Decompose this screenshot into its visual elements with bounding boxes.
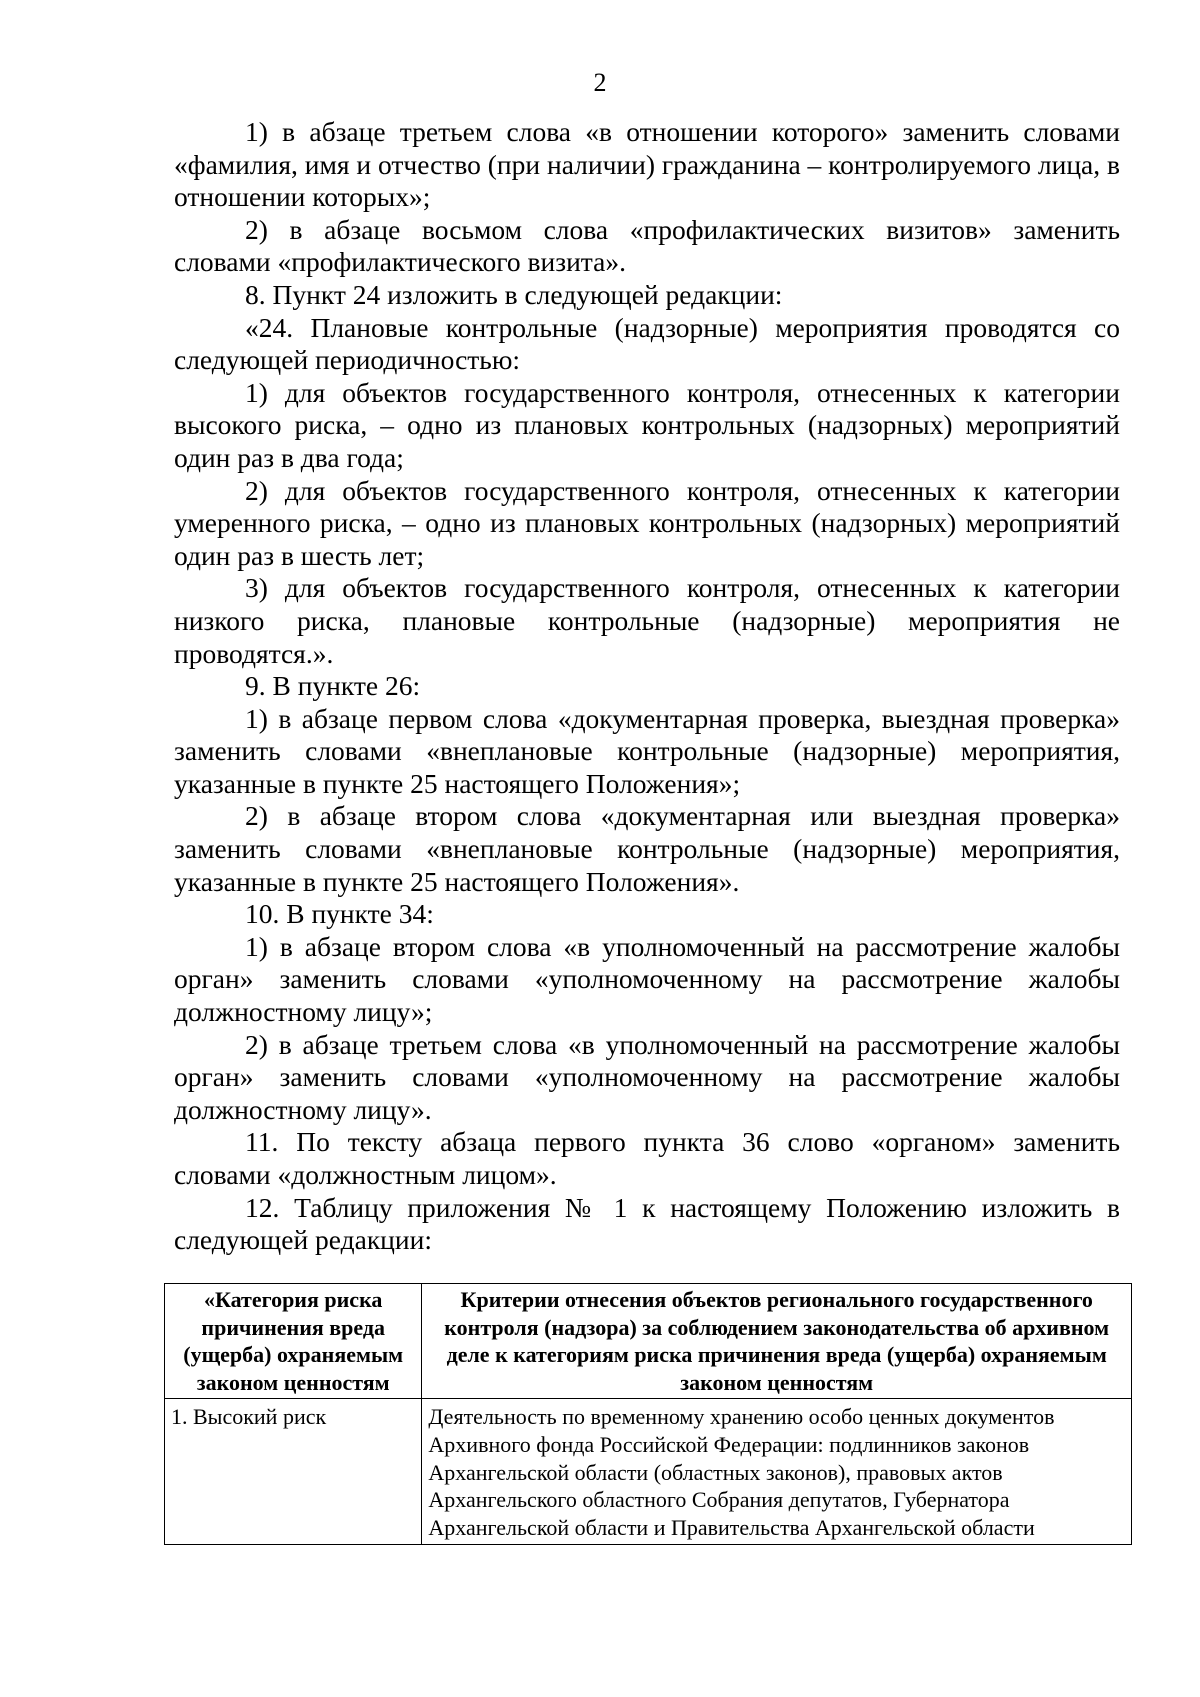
paragraph: 12. Таблицу приложения № 1 к настоящему Положению изложить в следующей редакции: (174, 1191, 1120, 1256)
paragraph: 2) в абзаце третьем слова «в уполномоченный на рассмотрение жалобы орган» заменить словами «уполномоченному на рассмотрение жалобы должностному лицу». (174, 1028, 1120, 1125)
table-row (165, 1399, 1132, 1545)
paragraph: 2) для объектов государственного контроля, отнесенных к категории умеренного риска, – одно из плановых контрольных (надзорных) мероприятий один раз в шесть лет; (174, 474, 1120, 571)
paragraph: «24. Плановые контрольные (надзорные) мероприятия проводятся со следующей периодичностью: (174, 311, 1120, 376)
paragraph: 2) в абзаце втором слова «документарная или выездная проверка» заменить словами «внеплановые контрольные (надзорные) мероприятия, указанные в пункте 25 настоящего Положения». (174, 800, 1120, 897)
table-header-row (165, 1284, 1132, 1399)
paragraph: 3) для объектов государственного контроля, отнесенных к категории низкого риска, плановые контрольные (надзорные) мероприятия не проводятся.». (174, 572, 1120, 669)
paragraph: 1) в абзаце третьем слова «в отношении которого» заменить словами «фамилия, имя и отчество (при наличии) гражданина – контролируемого лица, в отношении которых»; (174, 116, 1120, 213)
cell-risk-category: 1. Высокий риск (165, 1399, 422, 1545)
paragraph: 11. По тексту абзаца первого пункта 36 слово «органом» заменить словами «должностным лицом». (174, 1126, 1120, 1190)
paragraph: 1) для объектов государственного контроля, отнесенных к категории высокого риска, – одно из плановых контрольных (надзорных) мероприятий один раз в два года; (174, 376, 1120, 473)
paragraph: 2) в абзаце восьмом слова «профилактических визитов» заменить словами «профилактического визита». (174, 213, 1120, 278)
risk-criteria-table (164, 1283, 1132, 1545)
paragraph: 10. В пункте 34: (245, 898, 434, 930)
paragraph: 9. В пункте 26: (245, 670, 421, 702)
paragraph: 1) в абзаце втором слова «в уполномоченный на рассмотрение жалобы орган» заменить словами «уполномоченному на рассмотрение жалобы должностному лицу»; (174, 930, 1120, 1028)
header-criteria: Критерии отнесения объектов регионального государственного контроля (надзора) за соблюдением законодательства об архивном деле к категориям риска причинения вреда (ущерба) охраняемым законом ценностям (422, 1284, 1132, 1399)
cell-criteria: Деятельность по временному хранению особо ценных документов Архивного фонда Российской Федерации: подлинников законов Архангельской области (областных законов), правовых актов Архангельского областного Собрания депутатов, Губернатора Архангельской области и Правительства Архангельской области (422, 1399, 1132, 1545)
document-body (174, 116, 1120, 1257)
page-number: 2 (593, 68, 607, 97)
header-risk-category: «Категория риска причинения вреда (ущерба) охраняемым законом ценностям (165, 1284, 422, 1399)
paragraph: 8. Пункт 24 изложить в следующей редакции: (245, 278, 783, 310)
paragraph: 1) в абзаце первом слова «документарная проверка, выездная проверка» заменить словами «внеплановые контрольные (надзорные) мероприятия, указанные в пункте 25 настоящего Положения»; (174, 702, 1120, 799)
